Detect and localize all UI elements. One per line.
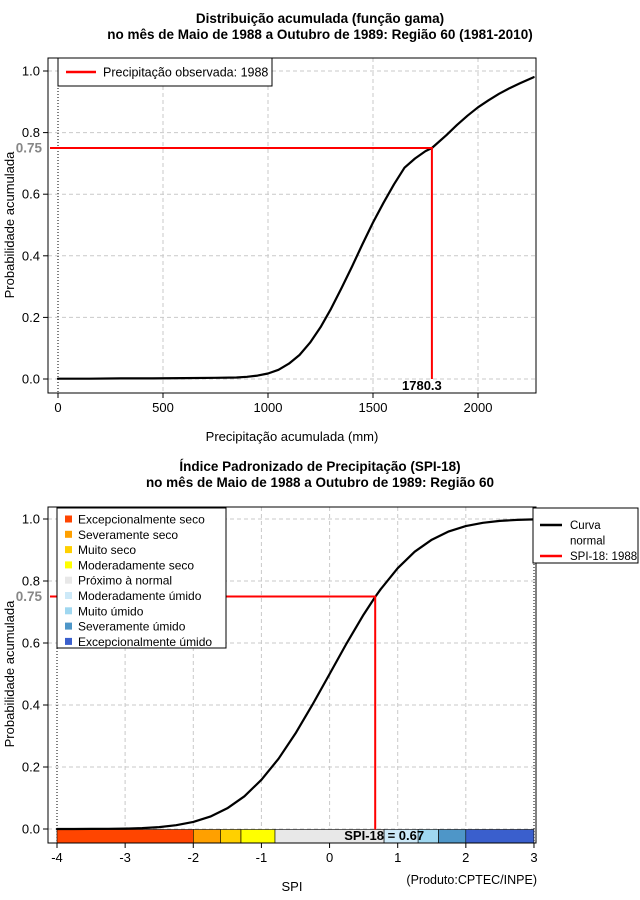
curve-legend-label: Curva: [570, 520, 601, 532]
chart2-title: Índice Padronizado de Precipitação (SPI-18): [179, 459, 461, 474]
colorbar-segment-3: [241, 830, 275, 844]
colorbar-segment-8: [466, 830, 534, 844]
cdf-curve: [58, 77, 534, 379]
x-axis-title: SPI: [281, 879, 303, 894]
chart1-title: Distribuição acumulada (função gama): [195, 11, 445, 26]
curve-legend-label: SPI-18: 1988: [570, 551, 638, 563]
category-label: Moderadamente úmido: [78, 589, 202, 603]
category-swatch: [65, 592, 72, 599]
x-axis-title: Precipitação acumulada (mm): [205, 429, 379, 444]
y-tick-label: 0.6: [21, 635, 40, 651]
category-label: Muito úmido: [78, 604, 144, 619]
x-tick-label: 1500: [358, 400, 388, 415]
category-swatch: [65, 638, 72, 645]
highlight-value-label: 1780.3: [402, 378, 442, 393]
y-tick-label: 0.6: [21, 186, 40, 202]
footer-credit: (Produto:CPTEC/INPE): [406, 873, 537, 887]
x-tick-label: 500: [152, 400, 174, 415]
x-tick-label: -3: [119, 850, 131, 865]
chart1-subtitle: no mês de Maio de 1988 a Outubro de 1989: Região 60 (1981-2010): [107, 27, 533, 42]
y-axis-title: Probabilidade acumulada: [2, 151, 17, 299]
category-label: Excepcionalmente úmido: [78, 634, 213, 649]
x-tick-label: 1: [394, 850, 402, 865]
y-tick-label: 0.2: [21, 309, 40, 325]
x-tick-label: 2: [462, 850, 470, 865]
category-label: Severamente seco: [78, 527, 179, 542]
y-tick-label: 0.4: [21, 248, 40, 264]
category-label: Excepcionalmente seco: [78, 512, 205, 527]
chart2-subtitle: no mês de Maio de 1988 a Outubro de 1989: Região 60: [145, 475, 495, 490]
highlight-annotation: SPI-18 = 0.67: [344, 828, 425, 843]
x-tick-label: 0: [54, 400, 62, 415]
colorbar-segment-2: [221, 830, 241, 844]
category-label: Severamente úmido: [78, 619, 186, 634]
category-swatch: [65, 607, 72, 614]
category-label: Muito seco: [78, 543, 137, 558]
y-tick-label: 0.0: [21, 821, 40, 837]
legend-label: Precipitação observada: 1988: [103, 65, 269, 80]
highlight-lines: [50, 148, 432, 379]
x-tick-label: -2: [187, 850, 200, 865]
category-swatch: [65, 561, 72, 568]
probability-threshold-label: 0.75: [15, 140, 42, 156]
x-tick-label: 0: [325, 850, 334, 865]
y-tick-label: 1.0: [21, 511, 40, 527]
y-tick-label: 1.0: [21, 63, 40, 79]
category-swatch: [65, 516, 72, 523]
category-swatch: [65, 531, 72, 538]
y-tick-label: 0.2: [21, 759, 40, 775]
colorbar-segment-7: [439, 830, 466, 844]
colorbar-segment-0: [57, 830, 193, 844]
y-tick-label: 0.4: [21, 697, 40, 713]
plot-border: [48, 58, 536, 393]
curve-legend-label: normal: [570, 535, 606, 548]
x-tick-label: 1000: [253, 400, 283, 415]
probability-threshold-label: 0.75: [15, 589, 42, 604]
x-tick-label: -1: [255, 850, 268, 865]
y-axis-title: Probabilidade acumulada: [2, 600, 17, 748]
y-tick-label: 0.8: [21, 125, 40, 141]
x-tick-label: -4: [51, 850, 63, 865]
y-tick-label: 0.0: [21, 371, 40, 387]
category-label: Moderadamente seco: [78, 558, 195, 573]
category-swatch: [65, 546, 72, 553]
x-tick-label: 3: [530, 850, 538, 865]
y-tick-label: 0.8: [21, 573, 40, 589]
spi-chart: [0, 455, 640, 900]
category-swatch: [65, 577, 72, 584]
colorbar-segment-1: [193, 830, 220, 844]
category-swatch: [65, 623, 72, 630]
category-label: Próximo à normal: [78, 573, 173, 588]
x-tick-label: 2000: [463, 400, 493, 415]
